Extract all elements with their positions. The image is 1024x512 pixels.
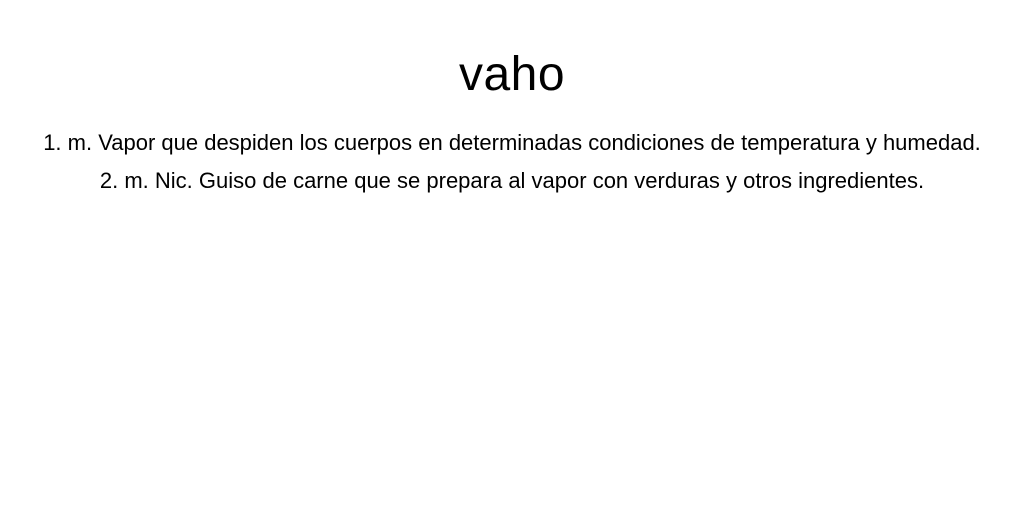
headword: vaho	[458, 48, 566, 101]
definition-2: 2. m. Nic. Guiso de carne que se prepara al vapor con verduras y otros ingredientes.	[99, 168, 925, 193]
definition-1: 1. m. Vapor que despiden los cuerpos en determinadas condiciones de temperatura y humedad.	[43, 130, 981, 155]
definitions-list	[36, 124, 988, 200]
